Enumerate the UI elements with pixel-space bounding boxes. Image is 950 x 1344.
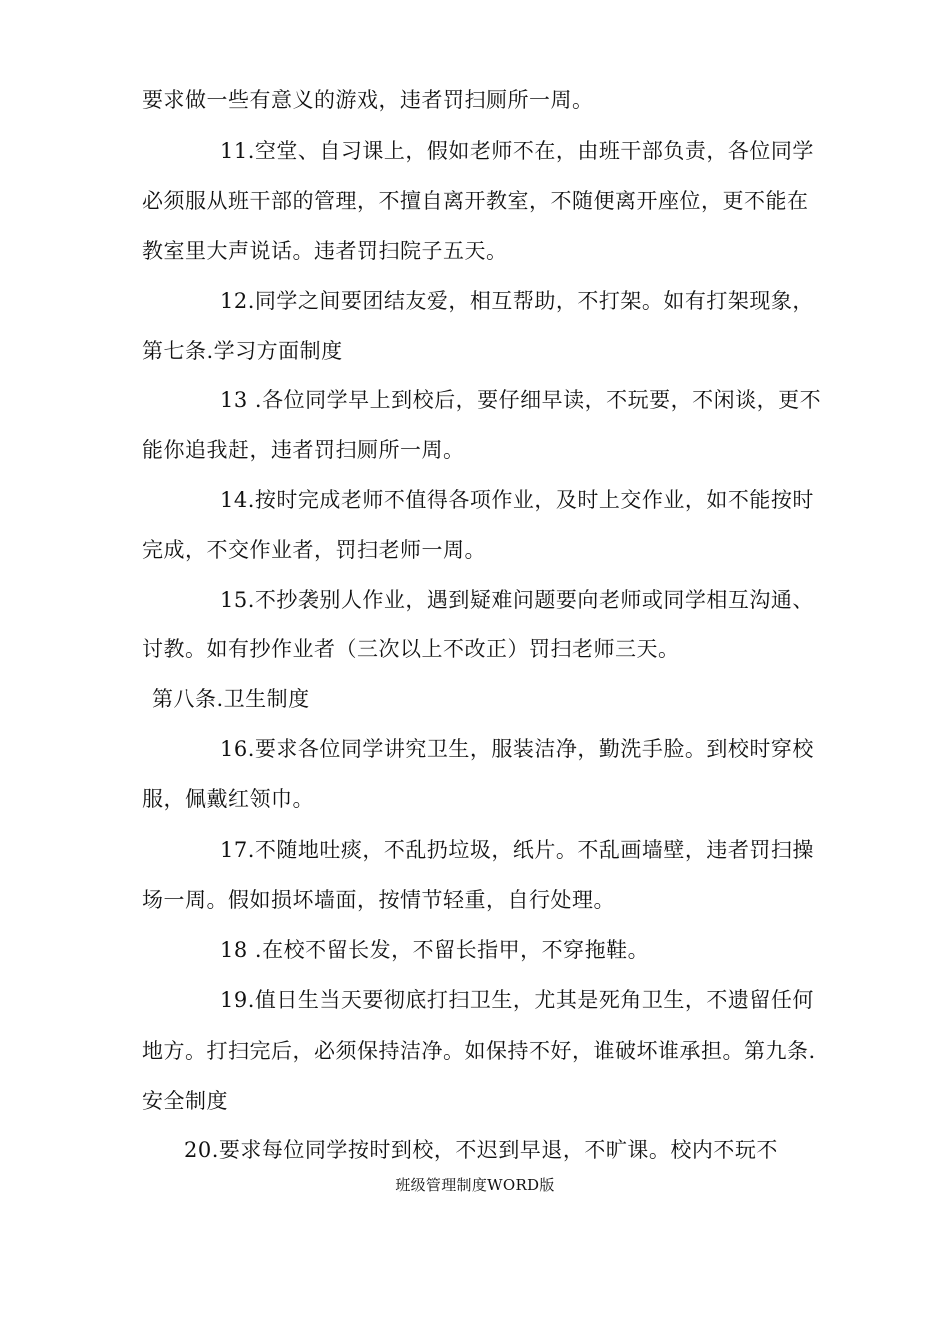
text-line: 14.按时完成老师不值得各项作业，及时上交作业，如不能按时 bbox=[220, 488, 814, 512]
text-line: 场一周。假如损坏墙面，按情节轻重，自行处理。 bbox=[142, 888, 615, 912]
text-line: 16.要求各位同学讲究卫生，服装洁净，勤洗手脸。到校时穿校 bbox=[220, 737, 814, 761]
text-line: 20.要求每位同学按时到校，不迟到早退，不旷课。校内不玩不 bbox=[184, 1138, 778, 1162]
text-line: 17.不随地吐痰，不乱扔垃圾，纸片。不乱画墙壁，违者罚扫操 bbox=[220, 838, 814, 862]
text-line: 13 .各位同学早上到校后，要仔细早读，不玩要，不闲谈，更不 bbox=[220, 388, 822, 412]
text-line: 11.空堂、自习课上，假如老师不在，由班干部负责，各位同学 bbox=[220, 139, 814, 163]
section-heading: 第八条.卫生制度 bbox=[152, 687, 310, 711]
text-line: 19.值日生当天要彻底打扫卫生，尤其是死角卫生，不遗留任何 bbox=[220, 988, 814, 1012]
page-footer: 班级管理制度WORD版 bbox=[395, 1176, 555, 1194]
text-line: 教室里大声说话。违者罚扫院子五天。 bbox=[142, 239, 508, 263]
text-line: 地方。打扫完后，必须保持洁净。如保持不好，谁破坏谁承担。第九条. bbox=[142, 1039, 816, 1063]
section-heading: 第七条.学习方面制度 bbox=[142, 339, 343, 363]
text-line: 服，佩戴红领巾。 bbox=[142, 787, 314, 811]
text-line: 18 .在校不留长发，不留长指甲，不穿拖鞋。 bbox=[220, 938, 650, 962]
text-line: 必须服从班干部的管理，不擅自离开教室，不随便离开座位，更不能在 bbox=[142, 189, 809, 213]
text-line: 讨教。如有抄作业者（三次以上不改正）罚扫老师三天。 bbox=[142, 637, 680, 661]
text-line: 能你追我赶，违者罚扫厕所一周。 bbox=[142, 438, 465, 462]
text-line: 要求做一些有意义的游戏，违者罚扫厕所一周。 bbox=[142, 88, 594, 112]
text-line: 12.同学之间要团结友爱，相互帮助，不打架。如有打架现象， bbox=[220, 289, 814, 313]
section-heading: 安全制度 bbox=[142, 1089, 228, 1113]
text-line: 15.不抄袭别人作业，遇到疑难问题要向老师或同学相互沟通、 bbox=[220, 588, 814, 612]
text-line: 完成，不交作业者，罚扫老师一周。 bbox=[142, 538, 486, 562]
